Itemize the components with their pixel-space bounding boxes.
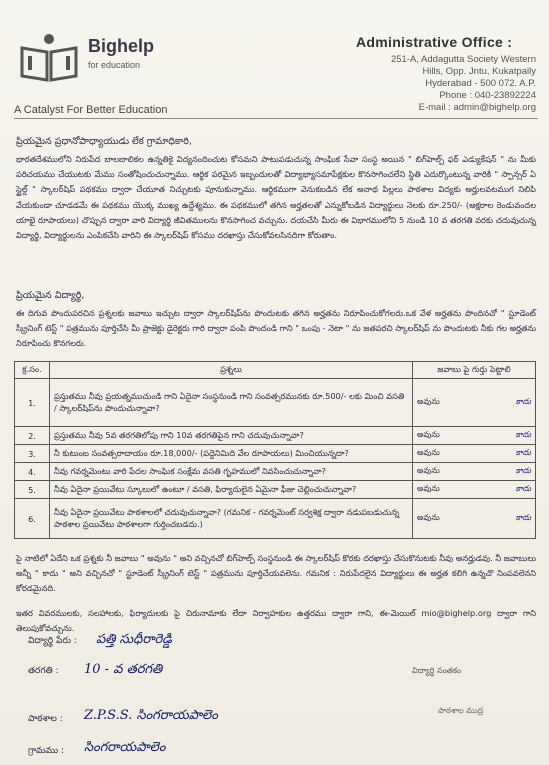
office-address — [366, 54, 536, 114]
answer-yes[interactable]: అవును — [417, 430, 440, 439]
email-line: E-mail : admin@bighelp.org — [418, 102, 536, 113]
address-line: 251-A, Addagutta Society Western — [390, 54, 536, 65]
student-salutation: ప్రియమైన విద్యార్థి, — [16, 290, 85, 301]
answer-cell[interactable] — [413, 499, 536, 539]
class-field[interactable]: 10 - వ తరగతి — [84, 662, 163, 677]
village-field[interactable]: సింగరాయపాలెం — [84, 740, 166, 755]
answer-cell[interactable] — [413, 445, 536, 463]
row-number: 5. — [15, 481, 50, 499]
table-row — [15, 427, 536, 445]
name-label: విద్యార్థి పేరు : — [28, 636, 77, 646]
questions-table — [14, 361, 536, 539]
school-field[interactable]: Z.P.S.S. సింగరాయపాలెం — [84, 708, 218, 723]
instructions-paragraph: ఈ దిగువ పొందుపరచిన ప్రశ్నలకు జవాబు ఇచ్చుట ద్వారా స్కాలర్‌షిప్‌ను పొందుటకు తగిన అర్హతను నిరూపించుకోగలరు.ఒక వేళ అర్హతను పొందినచో " స్టూడెంట్ స్క్రీనింగ్ టెస్ట్ " పత్రమును పూర్తిచేసి మీ ప్రాజెక్టు డైరెక్టరు గారి ద్వారా పంపి పొందండి గాని " ఒంపు - నెటా " ను జతపరచి స్కాలర్‌షిప్ ను పొందుటకు నీకు గల అర్హతను నిరూపించు కొనగలరు. — [16, 308, 536, 349]
answer-no-marked[interactable]: కాదు — [515, 484, 531, 493]
table-row — [15, 481, 536, 499]
brand-name: Bighelp — [88, 36, 154, 56]
answer-no-marked[interactable]: కాదు — [515, 448, 531, 457]
answer-no-marked[interactable]: కాదు — [515, 430, 531, 439]
school-label: పాఠశాల : — [28, 714, 63, 724]
answer-yes[interactable]: అవును — [417, 466, 440, 475]
question-text: ప్రస్తుతము నీవు 5వ తరగతిలోపు గాని 10వ తరగతిపైన గాని చదువుచున్నావా? — [50, 427, 413, 445]
answer-no-marked[interactable]: కాదు — [515, 466, 531, 475]
intro-paragraph: భారతదేశములోని నిరుపేద బాలబాలికల ఉన్నతికై విద్యనందించుట కోసమని పాటుపడుచున్న సాంఘిక సేవా సంస్థ అయిన " బిగ్‌హెల్ప్ ఫర్ ఎడ్యుకేషన్ " ను మీకు పరిచయము చేయుటకు మేము సంతోషించుచున్నాము. ఆర్థిక పరమైన ఇబ్బందులతో విద్యాభ్యాసమాపేక్షకుల కొనసాగించలేని స్థితి ఎదుర్కొంటున్న వారికి " స్పాన్సర్ ఏ స్టైల్డ్ " స్కాలర్‌షిప్ పథకము ద్వారా చేయూత నిచ్చుటకు పూనుకున్నాము. ఆర్థికముగా వెనుకబడిన లేక అనాథ పిల్లలు పాఠశాల విద్యకు అర్హులవటముగ నిలిపి వేయకుండా చూడడమే ఈ పథకము యొక్క ముఖ్య ఉద్దేశ్యము. ఈ పథకములో తగిన అర్హతలతో ఎన్నుకోబడిన విద్యార్థులు నెలకు రూ.250/- (అక్షరాల రెండువందల యాభై రూపాయలు) చొప్పున ద్వారా వారి విద్యార్థి జీవితములను కొనసాగించ వచ్చును. దయచేసి మీరు ఈ విభాగములోని 5 నుండి 10 వ తరగతి వరకు చదువుచున్న విద్యార్థి, విద్యార్థులను ఎంపికచేసి వారిని ఈ స్కాలర్‌షిప్ కోసము దరఖాస్తు చేసుకోవలసినదిగా కోరుతాం. — [16, 154, 536, 241]
question-text: నీవు ఏదైనా ప్రయివేటు పాఠశాలలో చదువుచున్నావా? (గమనిక - గవర్నమెంట్ సర్వశిక్ష ద్వారా నడుపబడుచున్న పాఠశాల ప్రయివేటు పాఠశాలగా గుర్తించబడదు.) — [50, 499, 413, 539]
row-number: 1. — [15, 379, 50, 427]
salutation: ప్రియమైన ప్రధానోపాధ్యాయుడు లేక గ్రామాధికారి, — [16, 136, 192, 147]
contact-note: ఇతర వివరములకు, సలహాలకు, ఫిర్యాదులకు పై చిరునామాకు లేదా నిర్వాహకుల ఉత్తరము ద్వారా గాని, ఈ-మెయిల్ mio@bighelp.org ద్వారా గాని తెలుపుకోవచ్చును. — [16, 608, 536, 634]
answer-yes[interactable]: అవును — [417, 397, 440, 406]
col-header-questions: ప్రశ్నలు — [50, 362, 413, 379]
tagline: A Catalyst For Better Education — [14, 104, 168, 116]
question-text: నీవు గవర్నమెంటు వారి పేదల సాంఘిక సంక్షేమ వసతి గృహములో నివసించుచున్నావా? — [50, 463, 413, 481]
answer-no-marked[interactable]: కాదు — [515, 397, 531, 406]
question-text: నీవు ఏదైనా ప్రయివేటు స్కూలులో ఉంటూ / వసతి, ఫిర్యాదులైన ఏమైనా ఫీజు చెల్లించుచున్నావా? — [50, 481, 413, 499]
answer-no-marked[interactable]: కాదు — [515, 513, 531, 522]
school-stamp: పాఠశాల ముద్ర — [438, 706, 484, 715]
header-divider — [14, 118, 538, 119]
name-field[interactable]: పత్తి సుధీరారెడ్డి — [96, 632, 172, 647]
office-title: Administrative Office : — [356, 34, 513, 50]
address-line: Hyderabad - 500 072. A.P. — [425, 78, 536, 89]
row-number: 2. — [15, 427, 50, 445]
village-label: గ్రామము : — [28, 746, 65, 756]
row-number: 6. — [15, 499, 50, 539]
question-text: నీ కుటుంబ సంవత్సరాదాయం రూ.18,000/- (పద్దెనిమిది వేల రూపాయలు) మించియున్నదా? — [50, 445, 413, 463]
table-row — [15, 499, 536, 539]
table-row — [15, 445, 536, 463]
class-label: తరగతి : — [28, 666, 59, 676]
row-number: 3. — [15, 445, 50, 463]
answer-cell[interactable] — [413, 481, 536, 499]
row-number: 4. — [15, 463, 50, 481]
col-header-answer: జవాబు పై గుర్తు పెట్టాలి — [413, 362, 536, 379]
table-row — [15, 379, 536, 427]
question-text: ప్రస్తుతము నీవు ప్రయత్నముచుండి గాని ఏదైనా సంస్థనుండి గాని సంవత్సరమునకు రూ.500/- లకు మించి వసతి / స్కాలర్‌షిప్‌ను పొందుచున్నావా? — [50, 379, 413, 427]
answer-cell[interactable] — [413, 379, 536, 427]
answer-cell[interactable] — [413, 463, 536, 481]
col-header-no: క్ర.సం. — [15, 362, 50, 379]
answer-yes[interactable]: అవును — [417, 513, 440, 522]
answer-cell[interactable] — [413, 427, 536, 445]
answer-yes[interactable]: అవును — [417, 448, 440, 457]
bighelp-logo — [14, 30, 84, 82]
table-row — [15, 463, 536, 481]
phone-line: Phone : 040-23892224 — [439, 90, 536, 101]
signature-label: విద్యార్థి సంతకం — [412, 666, 462, 675]
eligibility-note: పై నాటిలో ఏదేని ఒక ప్రశ్నకు నీ జవాబు " అవును " అని వచ్చినచో బిగ్‌హెల్ప్ సంస్థనుండి ఈ స్కాలర్‌షిప్ కొరకు దరఖాస్తు చేసుకొనుటకు నీవు అనర్హుడవు. నీ జవాబులు అన్నీ " కాదు " అని వచ్చినచో " స్టూడెంట్ స్క్రీనింగ్ టెస్ట్ " పత్రమును పూర్తిచేయవలెను. గమనిక : నిరుపేదలైన విద్యార్థులు ఈ అర్హత కలిగి ఉన్నచొ నింపవలెనని కోరడమైనది. — [16, 553, 536, 594]
answer-yes[interactable]: అవును — [417, 484, 440, 493]
brand-subtitle: for education — [88, 60, 141, 70]
table-header-row — [15, 362, 536, 379]
address-line: Hills, Opp. Jntu, Kukatpally — [422, 66, 536, 77]
